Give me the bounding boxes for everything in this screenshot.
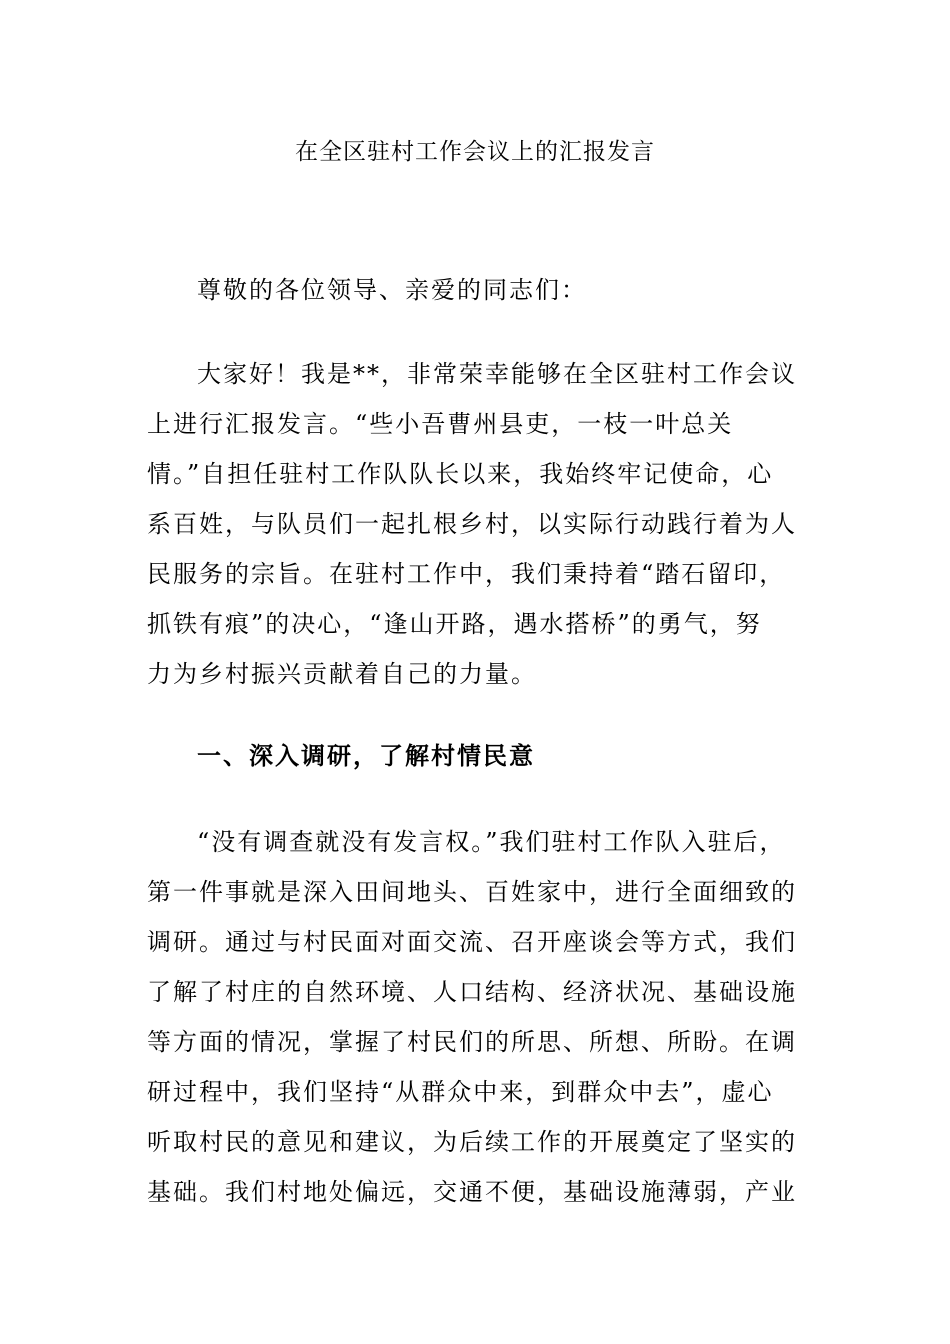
section-heading-text: 一、深入调研，了解村情民意 xyxy=(197,741,535,770)
paragraph-research xyxy=(147,817,807,1217)
paragraph-line: 民服务的宗旨。在驻村工作中，我们秉持着“踏石留印， xyxy=(147,560,786,588)
paragraph-line: “没有调查就没有发言权。”我们驻村工作队入驻后， xyxy=(197,828,786,856)
paragraph-line: 情。”自担任驻村工作队队长以来，我始终牢记使命，心 xyxy=(147,460,774,488)
paragraph-line: 调研。通过与村民面对面交流、召开座谈会等方式，我们 xyxy=(147,928,797,956)
paragraph-line: 系百姓，与队员们一起扎根乡村，以实际行动践行着为人 xyxy=(147,510,797,538)
paragraph-line: 等方面的情况，掌握了村民们的所思、所想、所盼。在调 xyxy=(147,1028,797,1056)
salutation xyxy=(147,265,807,315)
paragraph-line: 听取村民的意见和建议，为后续工作的开展奠定了坚实的 xyxy=(147,1128,797,1156)
paragraph-line: 上进行汇报发言。“些小吾曹州县吏，一枝一叶总关 xyxy=(147,410,734,438)
paragraph-line: 基础。我们村地处偏远，交通不便，基础设施薄弱，产业 xyxy=(147,1178,797,1206)
paragraph-line: 抓铁有痕”的决心，“逢山开路，遇水搭桥”的勇气，努 xyxy=(147,610,762,638)
paragraph-line: 第一件事就是深入田间地头、百姓家中，进行全面细致的 xyxy=(147,878,797,906)
paragraph-line: 大家好！我是**，非常荣幸能够在全区驻村工作会议 xyxy=(197,360,797,388)
salutation-text: 尊敬的各位领导、亲爱的同志们： xyxy=(197,276,587,304)
document-title: 在全区驻村工作会议上的汇报发言 xyxy=(295,139,655,165)
paragraph-intro xyxy=(147,349,807,699)
paragraph-line: 力为乡村振兴贡献着自己的力量。 xyxy=(147,660,537,688)
paragraph-line: 了解了村庄的自然环境、人口结构、经济状况、基础设施 xyxy=(147,978,797,1006)
section-heading xyxy=(147,731,807,781)
paragraph-line: 研过程中，我们坚持“从群众中来，到群众中去”，虚心 xyxy=(147,1078,774,1106)
